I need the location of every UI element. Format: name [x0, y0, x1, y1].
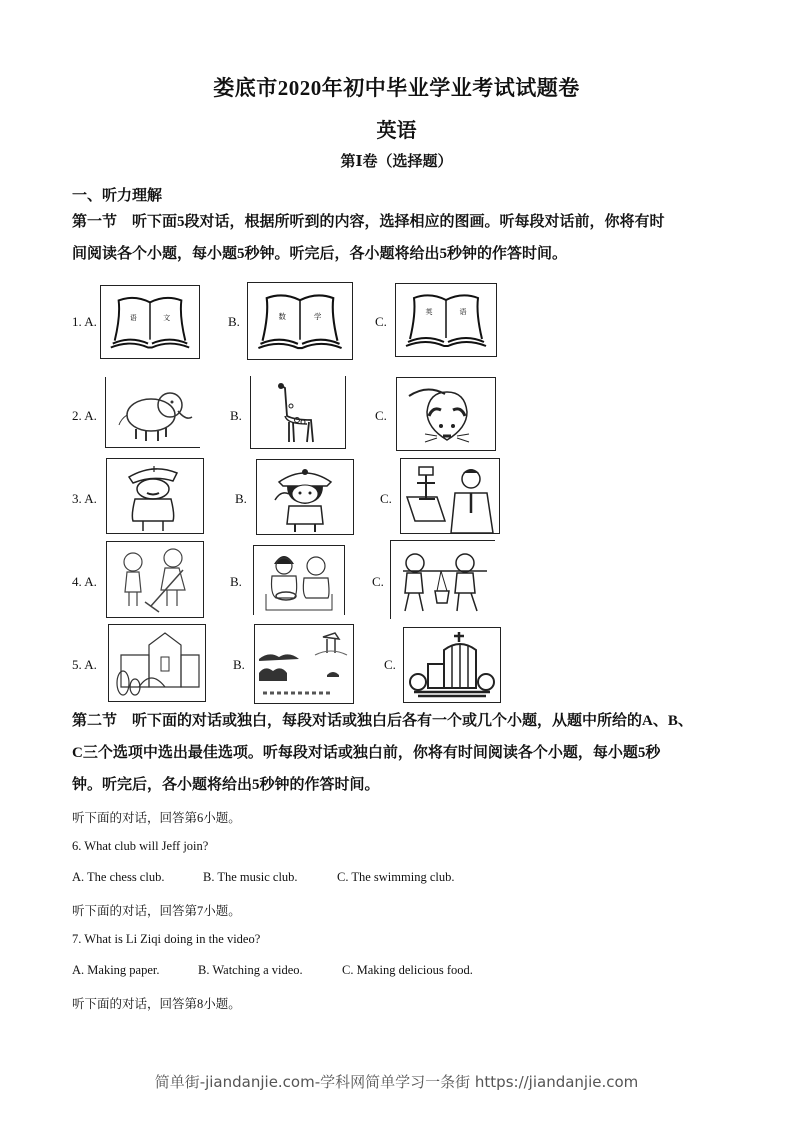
option-label: 4. A. [72, 574, 97, 589]
option-label: B. [233, 657, 245, 672]
open-book-icon [248, 283, 352, 359]
question-6: 6. What club will Jeff join? [72, 839, 209, 853]
children-sweeping-icon [107, 542, 203, 617]
picture-option-3a[interactable] [106, 458, 204, 534]
picture-option-5c[interactable] [403, 627, 501, 703]
children-carrying-bucket-icon [391, 541, 495, 619]
option-label: C. [375, 314, 387, 329]
options-q6 [72, 870, 722, 888]
option-q7-b[interactable]: B. Watching a video. [198, 963, 303, 977]
doctor-icon [107, 459, 203, 533]
picture-option-2b[interactable] [250, 376, 346, 449]
options-q7 [72, 963, 722, 981]
option-label: 3. A. [72, 491, 97, 506]
section2-line2: C三个选项中选出最佳选项。听每段对话或独白前，你将有时间阅读各个小题，每小题5秒 [72, 745, 661, 761]
option-label: C. [380, 491, 392, 506]
section1-line1: 第一节 听下面5段对话，根据所听到的内容，选择相应的图画。听每段对话前，你将有时 [72, 214, 665, 230]
svg-text:语: 语 [129, 315, 137, 323]
section2-line1: 第二节 听下面的对话或独白，每段对话或独白后各有一个或几个小题，从题中所给的A、B、 [72, 713, 693, 729]
school-building-icon [109, 625, 205, 701]
section1-line2: 间阅读各个小题，每小题5秒钟。听完后，各小题将给出5秒钟的作答时间。 [72, 246, 568, 262]
svg-text:数: 数 [278, 312, 286, 321]
giraffe-icon [251, 376, 345, 448]
exam-title: 娄底市2020年初中毕业学业考试试题卷 [213, 76, 580, 100]
picture-option-2c[interactable] [396, 377, 496, 451]
children-cooking-icon [254, 546, 344, 615]
svg-text:学: 学 [314, 312, 322, 321]
section1-instructions [72, 206, 722, 270]
watermark-footer: 简单街-jiandanjie.com-学科网简单学习一条街 https://jiandanjie.com [154, 1073, 639, 1091]
option-label: C. [375, 408, 387, 423]
picture-option-3c[interactable] [400, 458, 500, 534]
svg-text:语: 语 [459, 308, 467, 316]
open-book-icon [396, 284, 496, 356]
subject-title: 英语 [376, 120, 417, 142]
option-label: B. [230, 408, 242, 423]
option-q7-c[interactable]: C. Making delicious food. [342, 963, 473, 977]
svg-text:英: 英 [425, 308, 433, 316]
option-q6-c[interactable]: C. The swimming club. [337, 870, 455, 884]
option-q6-b[interactable]: B. The music club. [203, 870, 298, 884]
picture-option-2a[interactable] [105, 377, 200, 448]
option-label: C. [384, 657, 396, 672]
picture-option-1c[interactable] [395, 283, 497, 357]
open-book-icon [101, 286, 199, 358]
instruction-q6: 听下面的对话，回答第6小题。 [72, 811, 241, 825]
mouse-icon [397, 378, 495, 450]
elephant-icon [106, 377, 200, 447]
picture-option-4a[interactable] [106, 541, 204, 618]
section2-instructions [72, 705, 722, 801]
option-label: 5. A. [72, 657, 97, 672]
option-label: B. [235, 491, 247, 506]
hospital-building-icon [404, 628, 500, 702]
picture-option-1b[interactable] [247, 282, 353, 360]
scientist-microscope-icon [401, 459, 499, 533]
landscape-pavilion-icon [255, 625, 353, 703]
option-label: B. [228, 314, 240, 329]
part-heading: 一、听力理解 [72, 188, 163, 204]
picture-option-1a[interactable] [100, 285, 200, 359]
picture-option-3b[interactable] [256, 459, 354, 535]
svg-text:文: 文 [163, 315, 171, 323]
option-label: C. [372, 574, 384, 589]
picture-option-4c[interactable] [390, 540, 495, 619]
option-q6-a[interactable]: A. The chess club. [72, 870, 165, 884]
picture-option-5a[interactable] [108, 624, 206, 702]
instruction-q7: 听下面的对话，回答第7小题。 [72, 904, 241, 918]
option-label: 1. A. [72, 314, 97, 329]
option-label: B. [230, 574, 242, 589]
option-q7-a[interactable]: A. Making paper. [72, 963, 160, 977]
instruction-q8: 听下面的对话，回答第8小题。 [72, 997, 241, 1011]
option-label: 2. A. [72, 408, 97, 423]
volume-title: 第Ⅰ卷（选择题） [340, 154, 453, 170]
section2-line3: 钟。听完后，各小题将给出5秒钟的作答时间。 [72, 777, 380, 793]
question-7: 7. What is Li Ziqi doing in the video? [72, 932, 261, 946]
picture-option-4b[interactable] [253, 545, 345, 615]
picture-option-5b[interactable] [254, 624, 354, 704]
police-officer-icon [257, 460, 353, 534]
